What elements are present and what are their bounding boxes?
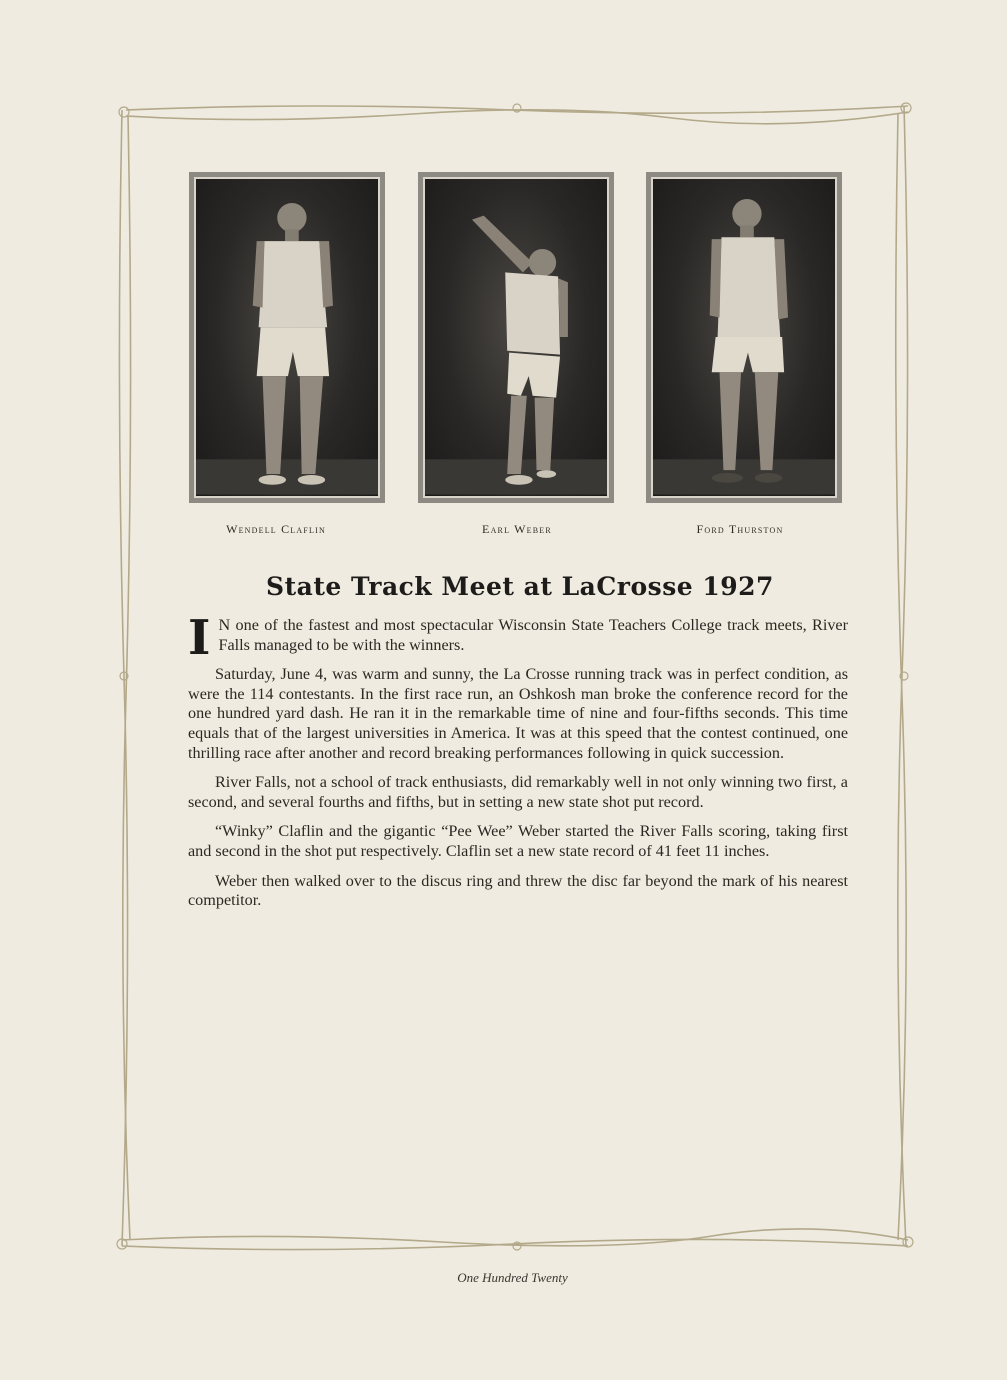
drop-cap: I — [188, 610, 211, 666]
article-title: State Track Meet at LaCrosse 1927 — [266, 572, 774, 601]
paragraph-1-text: N one of the fastest and most spectacular Wisconsin State Teachers College track meets, River Falls managed to be with the winners. — [218, 616, 848, 654]
article-body — [188, 610, 848, 921]
photo-ford-thurston — [646, 172, 842, 503]
paragraph-5: Weber then walked over to the discus ring and threw the disc far beyond the mark of his nearest competitor. — [188, 871, 848, 910]
paragraph-1 — [188, 610, 848, 666]
paragraph-4: “Winky” Claflin and the gigantic “Pee Wee” Weber started the River Falls scoring, taking first and second in the shot put respectively. Claflin set a new state record of 41 feet 11 inches. — [188, 822, 848, 860]
caption-earl-weber: Earl Weber — [482, 522, 552, 536]
page-number: One Hundred Twenty — [457, 1270, 568, 1285]
paragraph-3: River Falls, not a school of track enthusiasts, did remarkably well in not only winning two first, a second, and several fourths and fifths, but in setting a new state shot put record. — [188, 773, 848, 811]
caption-ford-thurston: Ford Thurston — [696, 522, 784, 536]
photo-earl-weber — [418, 172, 614, 503]
caption-wendell-claflin: Wendell Claflin — [226, 522, 326, 536]
photo-wendell-claflin — [189, 172, 385, 503]
paragraph-2: Saturday, June 4, was warm and sunny, the La Crosse running track was in perfect condition, as were the 114 contestants. In the first race run, an Oshkosh man broke the conference record for the one hundred yard dash. He ran it in the remarkable time of nine and four-fifths seconds. This time equals that of the largest universities in America. It was at this speed that the contest continued, one thrilling race after another and record breaking performances following in quick succession. — [188, 665, 848, 762]
